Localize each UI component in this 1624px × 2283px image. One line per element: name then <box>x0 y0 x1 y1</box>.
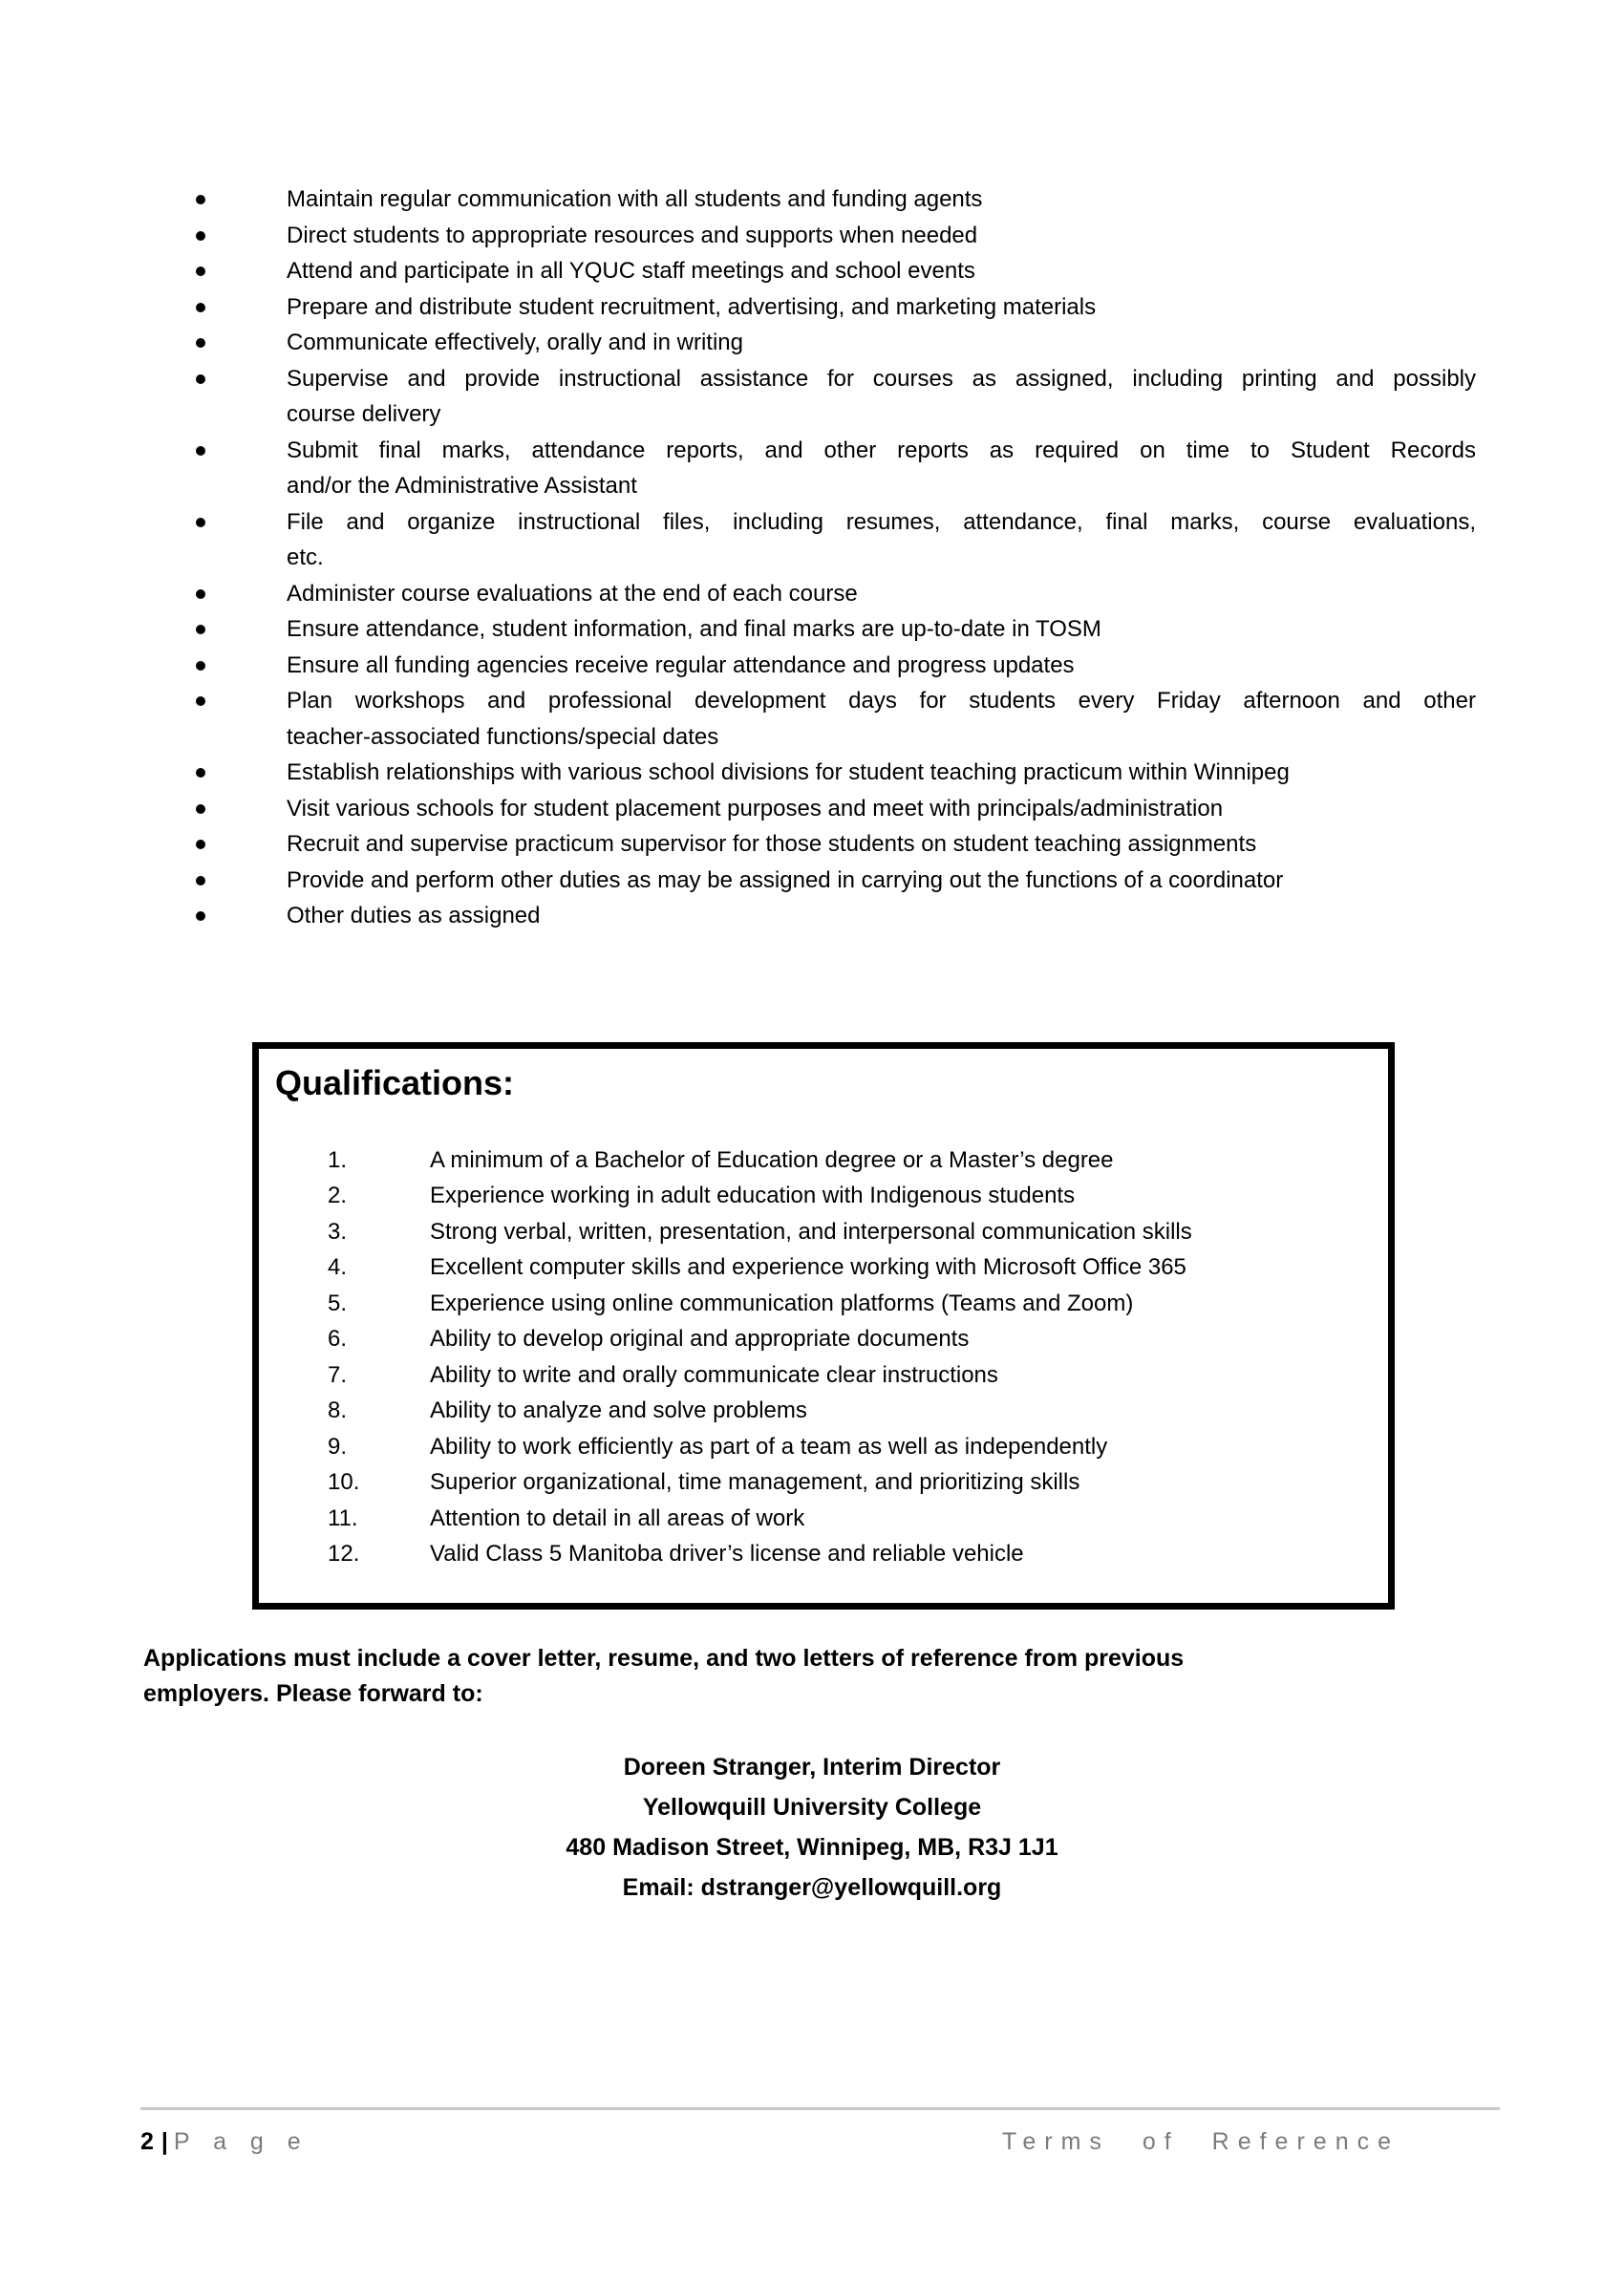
duty-item <box>0 181 1624 218</box>
duty-item <box>0 683 1624 755</box>
footer-page-label: P a g e <box>173 2128 310 2155</box>
item-number: 2. <box>328 1183 348 1208</box>
contact-line: Yellowquill University College <box>642 1793 982 1821</box>
duty-item <box>0 433 1624 504</box>
item-text: Experience working in adult education with Indigenous students <box>430 1183 1076 1208</box>
duty-line: File and organize instructional files, including resumes, attendance, final marks, course evaluations, <box>287 508 1476 535</box>
qualification-item <box>328 1501 1369 1537</box>
item-text: Ability to work efficiently as part of a team as well as independently <box>430 1433 1108 1460</box>
item-text: Ability to analyze and solve problems <box>430 1398 807 1423</box>
item-text: Ability to write and orally communicate clear instructions <box>430 1361 998 1388</box>
item-number: 8. <box>328 1398 348 1423</box>
duty-line: Ensure attendance, student information, and final marks are up-to-date in TOSM <box>287 616 1101 642</box>
contact-line: 480 Madison Street, Winnipeg, MB, R3J 1J1 <box>566 1833 1058 1861</box>
duty-item <box>0 325 1624 361</box>
item-number: 11. <box>328 1504 358 1531</box>
footer-separator: | <box>160 2128 168 2155</box>
duty-item <box>0 826 1624 863</box>
duty-text <box>287 218 1476 254</box>
item-number: 5. <box>328 1290 348 1316</box>
duty-item <box>0 253 1624 289</box>
duty-item <box>0 218 1624 254</box>
duty-item <box>0 791 1624 827</box>
footer-document-title: Terms of Reference <box>1001 2128 1400 2155</box>
application-instructions <box>143 1641 1481 1713</box>
item-text: Ability to develop original and appropriate documents <box>430 1326 970 1352</box>
item-number: 6. <box>328 1326 348 1352</box>
application-instructions-line: Applications must include a cover letter, resume, and two letters of reference from previous <box>143 1644 1185 1672</box>
duty-item <box>0 755 1624 791</box>
item-text: A minimum of a Bachelor of Education degree or a Master’s degree <box>430 1146 1114 1173</box>
duty-line: Maintain regular communication with all students and funding agents <box>287 186 983 212</box>
duty-text <box>287 181 1476 218</box>
duty-item <box>0 289 1624 326</box>
duty-item <box>0 648 1624 684</box>
duty-line: Other duties as assigned <box>287 903 541 928</box>
qualification-item <box>328 1178 1369 1214</box>
qualification-item <box>328 1214 1369 1250</box>
duty-item <box>0 361 1624 433</box>
duty-text <box>287 289 1476 326</box>
duty-item <box>0 611 1624 648</box>
duty-text <box>287 504 1476 576</box>
duty-line: Direct students to appropriate resources and supports when needed <box>287 222 978 248</box>
duty-line: Administer course evaluations at the end of each course <box>287 580 858 607</box>
footer-page-indicator <box>140 2128 310 2156</box>
duty-text <box>287 576 1476 612</box>
duty-item <box>0 576 1624 612</box>
qualification-item <box>328 1357 1369 1394</box>
duty-text <box>287 361 1476 433</box>
qualification-item <box>328 1393 1369 1429</box>
duty-item <box>0 504 1624 576</box>
duty-line: etc. <box>287 544 324 570</box>
qualification-item <box>328 1142 1369 1179</box>
item-number: 12. <box>328 1541 360 1567</box>
duty-line: Recruit and supervise practicum supervisor for those students on student teaching assignments <box>287 831 1257 857</box>
item-text: Attention to detail in all areas of work <box>430 1504 805 1531</box>
duty-line: Prepare and distribute student recruitment, advertising, and marketing materials <box>287 293 1097 320</box>
page-footer <box>140 2128 1500 2156</box>
item-number: 3. <box>328 1218 348 1245</box>
contact-line: Doreen Stranger, Interim Director <box>623 1753 1001 1781</box>
qualification-item <box>328 1249 1369 1286</box>
qualification-item <box>328 1536 1369 1572</box>
item-text: Strong verbal, written, presentation, and interpersonal communication skills <box>430 1218 1192 1245</box>
item-text: Valid Class 5 Manitoba driver’s license and reliable vehicle <box>430 1541 1024 1567</box>
application-instructions-line: employers. Please forward to: <box>143 1680 483 1707</box>
item-number: 9. <box>328 1433 348 1460</box>
duty-text <box>287 611 1476 648</box>
footer-divider <box>140 2107 1500 2110</box>
duty-line: Provide and perform other duties as may be assigned in carrying out the functions of a coordinator <box>287 866 1284 893</box>
qualifications-list <box>259 1142 1369 1572</box>
duty-text <box>287 863 1476 899</box>
qualifications-box <box>252 1042 1395 1610</box>
duty-line: Supervise and provide instructional assistance for courses as assigned, including printing and possibly <box>287 365 1476 392</box>
duty-line: course delivery <box>287 401 441 427</box>
qualifications-title: Qualifications: <box>275 1062 515 1102</box>
contact-line: Email: dstranger@yellowquill.org <box>622 1873 1002 1901</box>
duty-line: Ensure all funding agencies receive regular attendance and progress updates <box>287 651 1075 678</box>
item-number: 7. <box>328 1361 348 1388</box>
contact-block <box>0 1747 1624 1908</box>
duty-text <box>287 683 1476 755</box>
item-text: Excellent computer skills and experience working with Microsoft Office 365 <box>430 1254 1186 1280</box>
duty-text <box>287 253 1476 289</box>
duty-line: and/or the Administrative Assistant <box>287 473 637 499</box>
duty-line: Attend and participate in all YQUC staff meetings and school events <box>287 258 975 284</box>
duty-item <box>0 898 1624 934</box>
duty-text <box>287 755 1476 791</box>
qualification-item <box>328 1321 1369 1357</box>
duty-text <box>287 648 1476 684</box>
duty-line: Communicate effectively, orally and in writing <box>287 330 743 355</box>
duty-line: Submit final marks, attendance reports, and other reports as required on time to Student Records <box>287 437 1476 463</box>
duty-item <box>0 863 1624 899</box>
duty-text <box>287 791 1476 827</box>
document-page <box>0 181 1624 2283</box>
item-number: 10. <box>328 1469 360 1495</box>
duty-text <box>287 826 1476 863</box>
qualification-item <box>328 1429 1369 1465</box>
item-number: 4. <box>328 1254 348 1280</box>
qualification-item <box>328 1286 1369 1322</box>
item-text: Experience using online communication platforms (Teams and Zoom) <box>430 1290 1134 1316</box>
qualification-item <box>328 1464 1369 1501</box>
duty-line: teacher-associated functions/special dates <box>287 723 719 750</box>
duty-text <box>287 325 1476 361</box>
duty-text <box>287 898 1476 934</box>
item-text: Superior organizational, time management, and prioritizing skills <box>430 1469 1080 1495</box>
duty-line: Establish relationships with various school divisions for student teaching practicum within Winnipeg <box>287 759 1290 785</box>
duties-bullet-list <box>0 181 1624 934</box>
item-number: 1. <box>328 1146 348 1173</box>
duty-line: Visit various schools for student placement purposes and meet with principals/administration <box>287 795 1224 821</box>
duty-text <box>287 433 1476 504</box>
duty-line: Plan workshops and professional development days for students every Friday afternoon and other <box>287 688 1476 714</box>
page-number: 2 <box>140 2128 154 2155</box>
